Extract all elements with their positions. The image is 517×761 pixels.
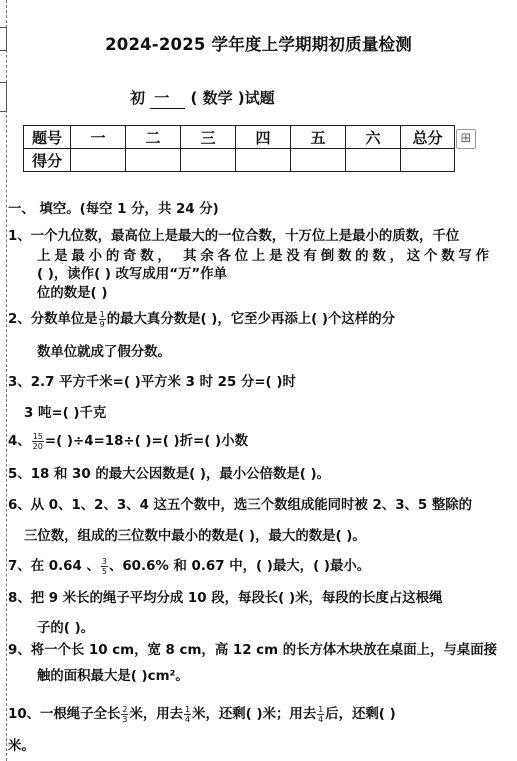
fraction-numerator: 2 <box>122 704 128 714</box>
question-7-text: 、60.6% 和 0.67 中，( )最大，( )最小。 <box>108 559 371 574</box>
question-4-line-1 <box>8 430 248 451</box>
question-8-line-1: 8、把 9 米长的绳子平均分成 10 段，每段长( )米，每段的长度占这根绳 <box>8 591 443 606</box>
score-table-header-cell: 题号 <box>24 126 71 149</box>
question-3-line-2: 3 吨=( )千克 <box>24 406 107 421</box>
question-3-line-1: 3、2.7 平方千米=( )平方米 3 时 25 分=( )时 <box>8 375 296 390</box>
question-4-text: 4、 <box>8 434 31 449</box>
question-1-line-3: ( )，读作( ) 改写成用“万”作单 <box>37 267 227 282</box>
question-10-line-1 <box>8 703 396 724</box>
score-input-cell[interactable] <box>236 149 291 172</box>
question-8-line-2: 子的( )。 <box>37 621 95 636</box>
question-10-text: 米，用去 <box>129 707 184 722</box>
grade-blank: 一 <box>150 87 185 109</box>
fraction-denominator: 4 <box>318 714 324 724</box>
fraction <box>99 310 106 329</box>
fraction-numerator: 1 <box>99 309 105 319</box>
score-table-header-cell: 二 <box>126 126 181 149</box>
score-table-header-cell: 四 <box>236 126 291 149</box>
fraction <box>317 705 324 724</box>
question-2-text: 的最大真分数是( )，它至少再添上( )个这样的分 <box>106 312 395 327</box>
subject-label: ( 数学 )试题 <box>190 89 275 107</box>
binding-margin-box <box>0 82 7 112</box>
question-10-line-2: 米。 <box>8 739 35 754</box>
fraction-denominator: 4 <box>185 714 191 724</box>
fraction-denominator: 3 <box>122 714 128 724</box>
binding-margin-line <box>0 0 7 761</box>
score-table <box>23 125 455 172</box>
fraction-numerator: 1 <box>318 704 324 714</box>
section-heading: 一、 填空。(每空 1 分，共 24 分) <box>8 202 219 217</box>
question-7-line-1 <box>8 555 370 576</box>
question-7-text: 7、在 0.64 、 <box>8 559 100 574</box>
score-table-header-cell: 总分 <box>401 126 455 149</box>
score-table-header-row <box>24 126 455 149</box>
table-icon[interactable]: ⊞ <box>456 129 476 149</box>
score-table-header-cell: 五 <box>291 126 346 149</box>
fraction-numerator: 1 <box>185 704 191 714</box>
question-1-line-4: 位的数是( ) <box>37 286 108 301</box>
question-10-text: 后，还剩( ) <box>325 707 396 722</box>
question-1-line-1: 1、一个九位数，最高位上是最大的一位合数，十万位上是最小的质数，千位 <box>8 229 460 244</box>
score-table-header-cell: 一 <box>71 126 126 149</box>
score-input-cell[interactable] <box>126 149 181 172</box>
question-10-text: 10、一根绳子全长 <box>8 707 121 722</box>
score-input-cell[interactable] <box>181 149 236 172</box>
grade-prefix: 初 <box>130 89 146 107</box>
question-2-text: 2、分数单位是 <box>8 312 98 327</box>
question-9-line-1: 9、将一个长 10 cm，宽 8 cm，高 12 cm 的长方体木块放在桌面上，与桌面接 <box>8 643 497 658</box>
score-input-cell[interactable] <box>346 149 401 172</box>
score-input-cell[interactable] <box>401 149 455 172</box>
fraction <box>32 432 44 451</box>
question-2-line-1 <box>8 308 395 329</box>
question-6-line-2: 三位数，组成的三位数中最小的数是( )，最大的数是( )。 <box>24 529 366 544</box>
question-5-line-1: 5、18 和 30 的最大公因数是( )，最小公倍数是( )。 <box>8 467 331 482</box>
fraction <box>184 705 191 724</box>
fraction <box>101 557 108 576</box>
fraction-denominator: 5 <box>101 566 107 576</box>
exam-subtitle <box>130 87 275 109</box>
score-table-header-cell: 六 <box>346 126 401 149</box>
score-label-cell: 得分 <box>24 149 71 172</box>
question-9-line-2: 触的面积最大是( )cm²。 <box>37 669 189 684</box>
score-table-header-cell: 三 <box>181 126 236 149</box>
fraction-denominator: 20 <box>32 441 43 451</box>
exam-title: 2024-2025 学年度上学期期初质量检测 <box>105 35 412 54</box>
fraction-numerator: 3 <box>101 556 107 566</box>
question-10-text: 米，还剩( )米；用去 <box>192 707 317 722</box>
question-1-line-2: 上是最小的奇数， 其余各位上是没有倒数的数，这个数写作 <box>37 249 489 264</box>
score-input-cell[interactable] <box>71 149 126 172</box>
fraction-denominator: 9 <box>99 319 105 329</box>
fraction-numerator: 15 <box>32 431 43 441</box>
fraction <box>121 705 128 724</box>
score-input-cell[interactable] <box>291 149 346 172</box>
question-2-line-2: 数单位就成了假分数。 <box>37 345 171 360</box>
score-table-score-row <box>24 149 455 172</box>
question-4-text: =( )÷4=18÷( )=( )折=( )小数 <box>44 434 248 449</box>
question-6-line-1: 6、从 0、1、2、3、4 这五个数中，选三个数组成能同时被 2、3、5 整除的 <box>8 498 473 513</box>
